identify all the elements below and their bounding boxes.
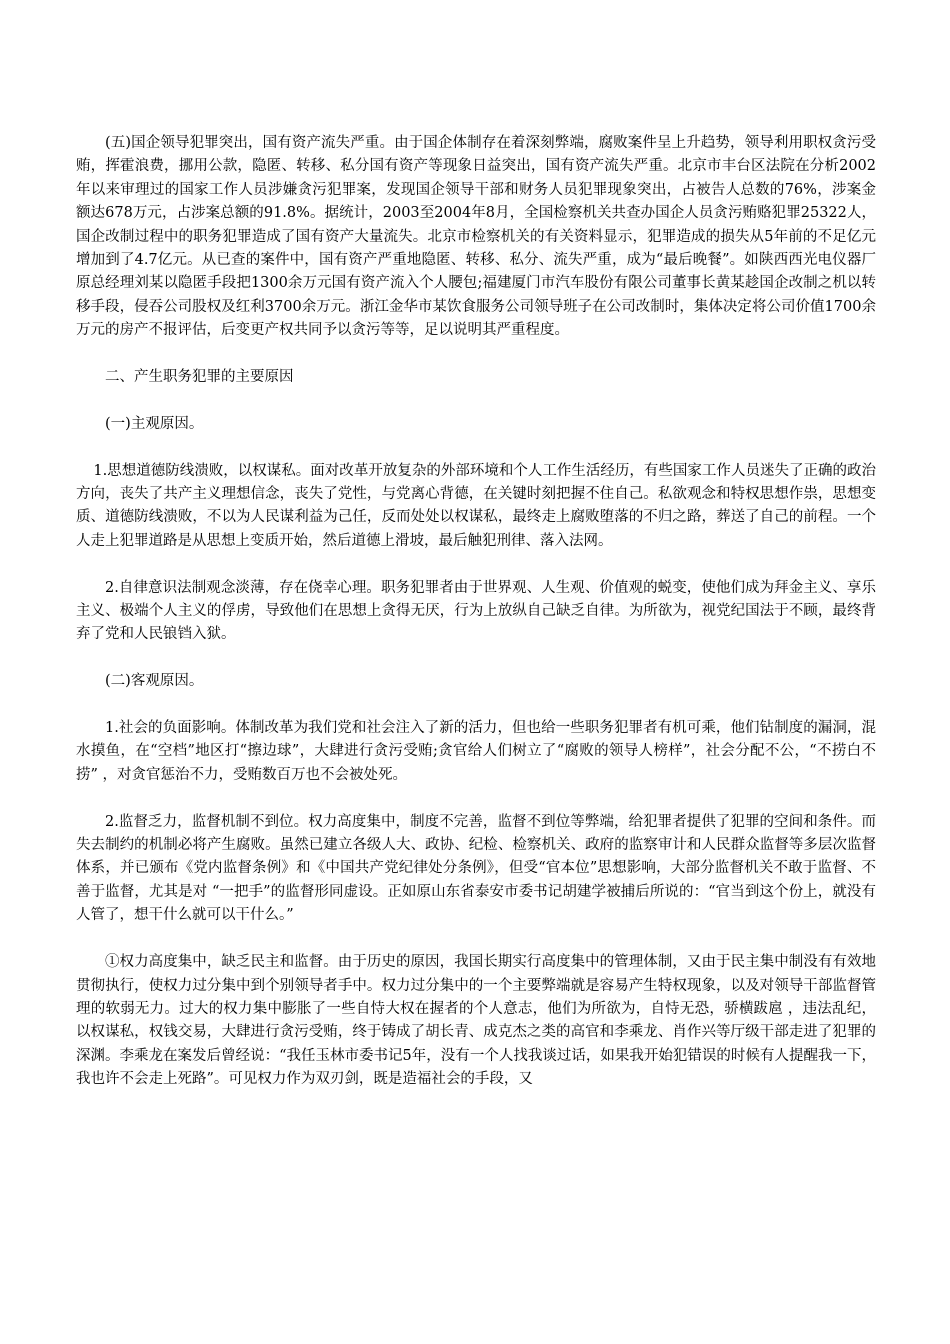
paragraph-gap xyxy=(76,928,876,951)
paragraph-power-concentration: ①权力高度集中，缺乏民主和监督。由于历史的原因，我国长期实行高度集中的管理体制，又由于民主集中制没有有效地贯彻执行，使权力过分集中到个别领导者手中。权力过分集中的一个主要弊端就是容易产生特权现象，以及对领导干部监督管理的软弱无力。过大的权力集中膨胀了一些自恃大权在握者的个人意志，他们为所欲为，自恃无恐，骄横跋扈 ，违法乱纪，以权谋私，权钱交易，大肆进行贪污受贿，终于铸成了胡长青、成克杰之类的高官和李乘龙、肖作兴等厅级干部走进了犯罪的深渊。李乘龙在案发后曾经说：“我任玉林市委书记5年，没有一个人找我谈过话，如果我开始犯错误的时候有人提醒我一下，我也许不会走上死路”。可见权力作为双刃剑，既是造福社会的手段，又 xyxy=(76,954,876,1088)
paragraph-gap xyxy=(76,389,876,412)
paragraph-weak-supervision: 2.监督乏力，监督机制不到位。权力高度集中，制度不完善，监督不到位等弊端，给犯罪者提供了犯罪的空间和条件。而失去制约的机制必将产生腐败。虽然已建立各级人大、政协、纪检、检察机关、政府的监察审计和人民群众监督等多层次监督体系，并已颁布《党内监督条例》和《中国共产党纪律处分条例》，但受“官本位”思想影响，大部分监督机关不敢于监督、不善于监督，尤其是对 “一把手”的监督形同虚设。正如原山东省泰安市委书记胡建学被捕后所说的：“官当到这个份上，就没有人管了，想干什么就可以干什么。” xyxy=(76,813,876,924)
paragraph-gap xyxy=(76,694,876,717)
paragraph-gap xyxy=(76,553,876,576)
paragraph-social-influence: 1.社会的负面影响。体制改革为我们党和社会注入了新的活力，但也给一些职务犯罪者有机可乘，他们钻制度的漏洞，混水摸鱼，在“空档”地区打“擦边球”，大肆进行贪污受贿;贪官给人们树立了“腐败的领导人榜样”，社会分配不公，“不捞白不捞” ，对贪官惩治不力，受贿数百万也不会被处死。 xyxy=(76,720,876,783)
paragraph-gap xyxy=(76,647,876,670)
paragraph-gap xyxy=(76,343,876,366)
subheading-subjective-causes: (一)主观原因。 xyxy=(105,415,204,432)
paragraph-gap xyxy=(76,436,876,459)
section-heading-causes: 二、产生职务犯罪的主要原因 xyxy=(105,369,294,386)
document-body xyxy=(76,132,876,1092)
paragraph-moral-defense: 1.思想道德防线溃败，以权谋私。面对改革开放复杂的外部环境和个人工作生活经历，有些国家工作人员迷失了正确的政治方向，丧失了共产主义理想信念，丧失了党性，与党离心背德，在关键时刻把握不住自己。私欲观念和特权思想作祟，思想变质、道德防线溃败，不以为人民谋利益为己任，反而处处以权谋私，最终走上腐败堕落的不归之路，葬送了自己的前程。一个人走上犯罪道路是从思想上变质开始，然后道德上滑坡，最后触犯刑律、落入法网。 xyxy=(76,462,876,549)
paragraph-state-enterprise-crime: (五)国企领导犯罪突出，国有资产流失严重。由于国企体制存在着深刻弊端，腐败案件呈上升趋势，领导利用职权贪污受贿，挥霍浪费，挪用公款，隐匿、转移、私分国有资产等现象日益突出，国有资产流失严重。北京市丰台区法院在分析2002年以来审理过的国家工作人员涉嫌贪污犯罪案，发现国企领导干部和财务人员犯罪现象突出，占被告人总数的76%，涉案金额达678万元，占涉案总额的91.8%。据统计，2003至2004年8月，全国检察机关共查办国企人员贪污贿赂犯罪25322人，国企改制过程中的职务犯罪造成了国有资产大量流失。北京市检察机关的有关资料显示，犯罪造成的损失从5年前的不足亿元增加到了4.7亿元。从已查的案件中，国有资产严重地隐匿、转移、私分、流失严重，成为“最后晚餐”。如陕西西光电仪器厂原总经理刘某以隐匿手段把1300余万元国有资产流入个人腰包;福建厦门市汽车股份有限公司董事长黄某趁国企改制之机以转移手段，侵吞公司股权及红利3700余万元。浙江金华市某饮食服务公司领导班子在公司改制时，集体决定将公司价值1700余万元的房产不报评估，后变更产权共同予以贪污等等，足以说明其严重程度。 xyxy=(76,135,876,339)
paragraph-self-discipline: 2.自律意识法制观念淡薄，存在侥幸心理。职务犯罪者由于世界观、人生观、价值观的蜕变，使他们成为拜金主义、享乐主义、极端个人主义的俘虏，导致他们在思想上贪得无厌，行为上放纵自己缺乏自律。为所欲为，视党纪国法于不顾，最终背弃了党和人民锒铛入狱。 xyxy=(76,579,876,643)
paragraph-gap xyxy=(76,787,876,810)
subheading-objective-causes: (二)客观原因。 xyxy=(105,673,204,690)
